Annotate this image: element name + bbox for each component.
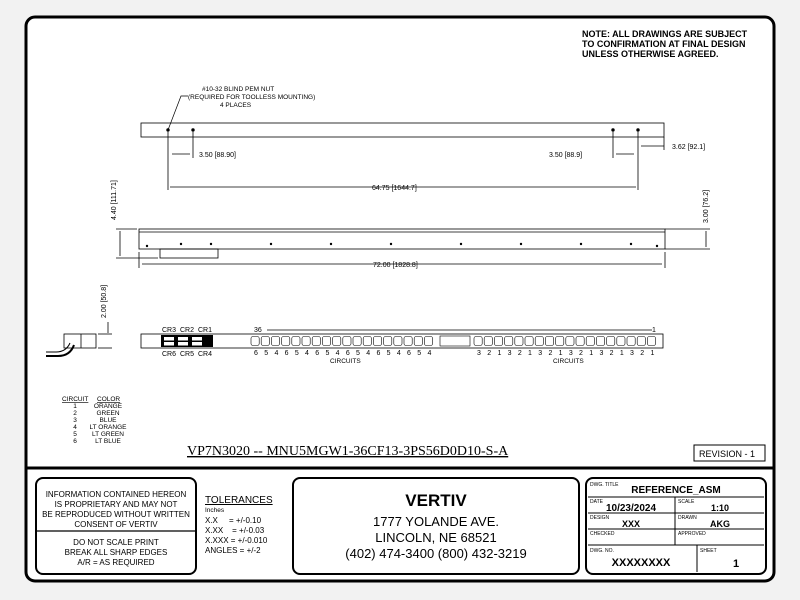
tolerance-x: X.X = +/-0.10 [205,516,262,525]
circuit-number-right-16: 3 [630,350,634,357]
dim-depth: 2.00 [50.8] [101,284,108,318]
outlet-right-9 [556,337,564,346]
legend-color-1: ORANGE [93,403,123,410]
date-label: DATE [590,499,603,505]
drawn-value: AKG [710,519,730,529]
legend-circuit-5: 5 [73,431,77,438]
design-label: DESIGN [590,515,610,521]
circuit-number-right-6: 1 [528,350,532,357]
outlet-right-1 [474,337,482,346]
checked-label: CHECKED [590,531,615,537]
circuit-number-right-4: 3 [507,350,512,357]
outlet-right-18 [647,337,655,346]
cr-top-3: CR1 [198,327,213,334]
company-name: VERTIV [405,491,467,510]
scale-note-line-2: BREAK ALL SHARP EDGES [64,548,168,557]
pem-hole-3 [612,129,615,132]
circuits-label-right: CIRCUITS [553,358,584,365]
outlet-left-8 [322,337,330,346]
proprietary-line-1: INFORMATION CONTAINED HEREON [45,490,187,499]
cr-bottom-3: CR4 [198,351,213,358]
circuit-number-left-10: 6 [345,350,350,357]
circuit-number-right-15: 1 [619,350,624,357]
proprietary-line-2: IS PROPRIETARY AND MAY NOT [54,500,178,509]
cr-top-2: CR2 [180,327,195,334]
legend-header-color: COLOR [97,396,121,403]
dwg-title-label: DWG. TITLE [590,482,619,488]
outlet-right-15 [617,337,625,346]
legend-color-4: LT ORANGE [89,424,127,431]
circuit-number-left-12: 4 [366,350,371,357]
circuit-number-left-16: 6 [407,350,411,357]
dim-height-right: 3.00 [76.2] [703,189,710,223]
circuit-number-right-8: 2 [548,350,553,357]
circuit-number-left-9: 4 [335,350,340,357]
circuits-label-left: CIRCUITS [330,358,361,365]
circuit-number-left-2: 5 [264,350,269,357]
pem-hole-4 [637,129,640,132]
legend-header-circuit: CIRCUIT [62,396,89,403]
outlet-left-10 [343,337,351,346]
legend-color-5: LT GREEN [92,431,124,438]
dim-right-offset: 3.50 [88.9] [549,152,583,159]
dim-overall-length: 72.00 [1828.8] [373,262,418,269]
outlet-left-5 [292,337,300,346]
circuit-number-left-5: 5 [294,350,299,357]
legend-circuit-6: 6 [73,438,77,445]
outlet-left-17 [414,337,422,346]
tolerance-values [205,516,268,555]
outlet-right-7 [535,337,543,346]
outlet-left-9 [333,337,341,346]
dim-height-left: 4.40 [111.71] [111,180,118,220]
outlet-right-12 [586,337,594,346]
cr-bottom-2: CR5 [180,351,195,358]
part-number: VP7N3020 -- MNU5MGW1-36CF13-3PS56D0D10-S-A [187,444,509,459]
dim-left-offset: 3.50 [88.90] [199,152,236,159]
circuit-number-right-11: 2 [579,350,583,357]
approved-label: APPROVED [678,531,706,537]
circuit-number-left-13: 6 [376,350,381,357]
circuit-number-left-8: 5 [325,350,330,357]
tolerance-xxx: X.XXX = +/-0.010 [205,536,268,545]
outlet-left-18 [424,337,432,346]
scale-label: SCALE [678,499,695,505]
circuit-number-left-17: 5 [417,350,422,357]
outlet-left-16 [404,337,412,346]
scale-note-line-1: DO NOT SCALE PRINT [73,538,159,547]
circuit-number-right-18: 1 [650,350,655,357]
outlet-left-14 [384,337,392,346]
outlet-end-label: 1 [652,327,656,334]
legend-color-3: BLUE [99,417,117,424]
scale-note-line-3: A/R = AS REQUIRED [77,558,155,567]
outlet-left-15 [394,337,402,346]
outlet-right-17 [637,337,645,346]
scale-value: 1:10 [710,503,730,513]
circuit-number-left-18: 4 [427,350,432,357]
legend-color-2: GREEN [96,410,120,417]
outlet-right-14 [607,337,615,346]
circuit-number-right-17: 2 [640,350,645,357]
circuit-number-left-1: 6 [254,350,258,357]
pem-note-line-2: (REQUIRED FOR TOOLLESS MOUNTING) [188,94,316,101]
circuit-number-left-11: 5 [356,350,360,357]
circuit-number-left-14: 5 [386,350,391,357]
dwg-no-value: XXXXXXXX [611,557,671,569]
tolerances-unit: Inches [205,507,225,514]
legend-circuit-3: 3 [73,417,77,424]
proprietary-line-3: BE REPRODUCED WITHOUT WRITTEN [42,510,190,519]
tolerances-title: TOLERANCES [205,495,273,506]
legend-circuit-4: 4 [73,424,77,431]
outlet-left-7 [312,337,320,346]
circuit-number-right-12: 1 [589,350,594,357]
address-line-1: 1777 YOLANDE AVE. [373,514,499,529]
outlet-left-12 [363,337,371,346]
circuit-number-right-3: 1 [497,350,502,357]
dwg-title-value: REFERENCE_ASM [631,485,721,496]
outlet-right-13 [596,337,604,346]
outlet-right-10 [566,337,574,346]
cr-bottom-1: CR6 [162,351,177,358]
address-line-3: (402) 474-3400 (800) 432-3219 [345,546,527,561]
circuit-number-left-6: 4 [305,350,309,357]
legend-color-6: LT BLUE [95,438,121,445]
outlet-right-16 [627,337,635,346]
outlet-right-4 [505,337,513,346]
circuit-number-left-7: 6 [315,350,320,357]
outlet-right-6 [525,337,533,346]
outlet-right-5 [515,337,523,346]
outlet-right-8 [545,337,553,346]
title-block [36,478,766,574]
circuit-number-right-7: 3 [538,350,543,357]
dim-mount-span: 64.75 [1644.7] [372,185,417,192]
address-line-2: LINCOLN, NE 68521 [375,530,497,545]
pem-hole-2 [192,129,195,132]
circuit-number-right-10: 3 [568,350,573,357]
circuit-number-right-9: 1 [558,350,563,357]
circuit-number-right-2: 2 [487,350,492,357]
outlet-left-4 [282,337,290,346]
outlet-right-3 [494,337,502,346]
dwg-no-label: DWG. NO. [590,548,614,554]
circuit-number-right-13: 3 [599,350,604,357]
note-line-1: NOTE: ALL DRAWINGS ARE SUBJECT [582,29,748,39]
outlet-left-3 [271,337,279,346]
circuit-number-left-15: 4 [396,350,401,357]
circuit-number-right-5: 2 [517,350,522,357]
sheet-value: 1 [732,558,740,570]
proprietary-line-4: CONSENT OF VERTIV [74,520,158,529]
pem-note-line-1: #10-32 BLIND PEM NUT [202,86,275,93]
circuit-number-right-14: 2 [609,350,614,357]
tolerance-angles: ANGLES = +/-2 [205,546,261,555]
outlet-left-1 [251,337,259,346]
drawn-label: DRAWN [678,515,697,521]
outlet-left-2 [261,337,269,346]
outlet-start-label: 36 [254,327,262,334]
outlet-left-13 [373,337,381,346]
note-line-3: UNLESS OTHERWISE AGREED. [582,49,719,59]
legend-circuit-1: 1 [73,403,77,410]
circuit-number-right-1: 3 [477,350,481,357]
circuit-number-left-4: 6 [284,350,289,357]
display-module [440,336,470,346]
sheet-label: SHEET [700,548,717,554]
revision-label: REVISION - 1 [699,449,756,459]
dim-right-end: 3.62 [92.1] [672,144,706,151]
date-value: 10/23/2024 [605,503,657,514]
outlet-left-11 [353,337,361,346]
note-line-2: TO CONFIRMATION AT FINAL DESIGN [582,39,746,49]
outlet-right-2 [484,337,492,346]
tolerance-xx: X.XX = +/-0.03 [205,526,265,535]
design-value: XXX [621,519,641,529]
outlet-left-6 [302,337,310,346]
pem-hole-1 [167,129,170,132]
legend-circuit-2: 2 [73,410,77,417]
outlet-right-11 [576,337,584,346]
pem-note-line-3: 4 PLACES [220,102,252,109]
cr-top-1: CR3 [162,327,177,334]
circuit-number-left-3: 4 [274,350,279,357]
